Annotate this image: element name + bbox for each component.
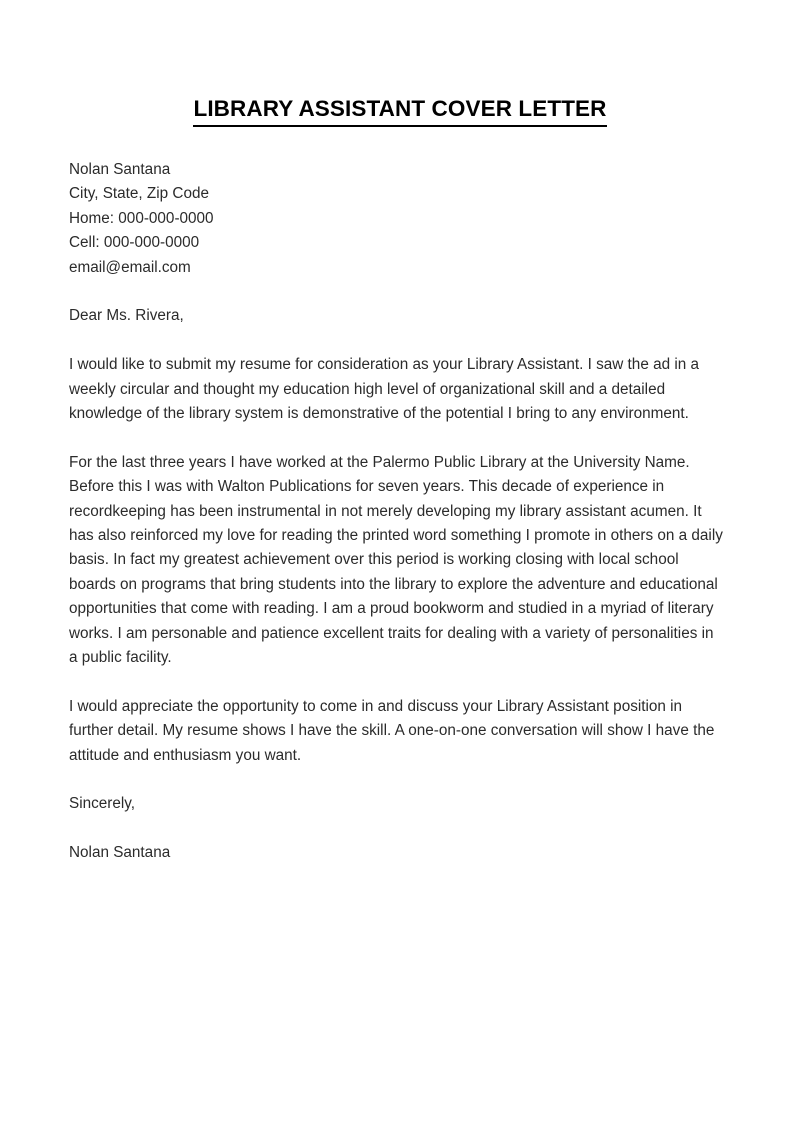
- body-paragraph-1: I would like to submit my resume for consideration as your Library Assistant. I saw the ad in a weekly circular and thought my education high level of organizational skill and a detailed knowledge of the library system is demonstrative of the potential I bring to any environment.: [69, 356, 700, 423]
- spacer-after-salutation: [69, 329, 725, 353]
- salutation: Dear Ms. Rivera,: [69, 307, 184, 325]
- sender-cell-phone: Cell: 000-000-0000: [69, 234, 200, 252]
- signature-block: [69, 841, 725, 865]
- sender-name: Nolan Santana: [69, 161, 171, 178]
- spacer-after-paragraph-3: [69, 768, 725, 792]
- body-paragraph-2: For the last three years I have worked at the Palermo Public Library at the University Name. Before this I was with Walton Publications for seven years. This decade of experience in recordkeeping has been instrumental in not merely developing my library assistant acumen. It has also reinforced my love for reading the printed word something I promote in others on a daily basis. In fact my greatest achievement over this period is working closing with local school boards on programs that bring students into the library to explore the adventure and educational opportunities that come with reading. I am a proud bookworm and studied in a myriad of literary works. I am personable and patience excellent traits for dealing with a variety of personalities in a public facility.: [69, 453, 723, 667]
- body-paragraph-3: I would appreciate the opportunity to come in and discuss your Library Assistant position in further detail. My resume shows I have the skill. A one-on-one conversation will show I have the attitude and enthusiasm you want.: [69, 697, 715, 764]
- sign-off: Sincerely,: [69, 795, 136, 813]
- sender-address: City, State, Zip Code: [69, 185, 209, 203]
- sender-home-phone: Home: 000-000-0000: [69, 209, 214, 227]
- signature-name: Nolan Santana: [69, 844, 171, 862]
- sender-email: email@email.com: [69, 258, 191, 276]
- spacer-after-paragraph-1: [69, 426, 725, 450]
- closing-block: [69, 792, 725, 816]
- spacer-after-sender: [69, 280, 725, 304]
- spacer-after-paragraph-2: [69, 670, 725, 694]
- page-title: LIBRARY ASSISTANT COVER LETTER: [193, 96, 606, 127]
- letter-body: [69, 158, 725, 866]
- page-title-container: [0, 96, 800, 127]
- sender-block: [69, 158, 725, 280]
- salutation-block: [69, 304, 725, 328]
- spacer-after-sign-off: [69, 817, 725, 841]
